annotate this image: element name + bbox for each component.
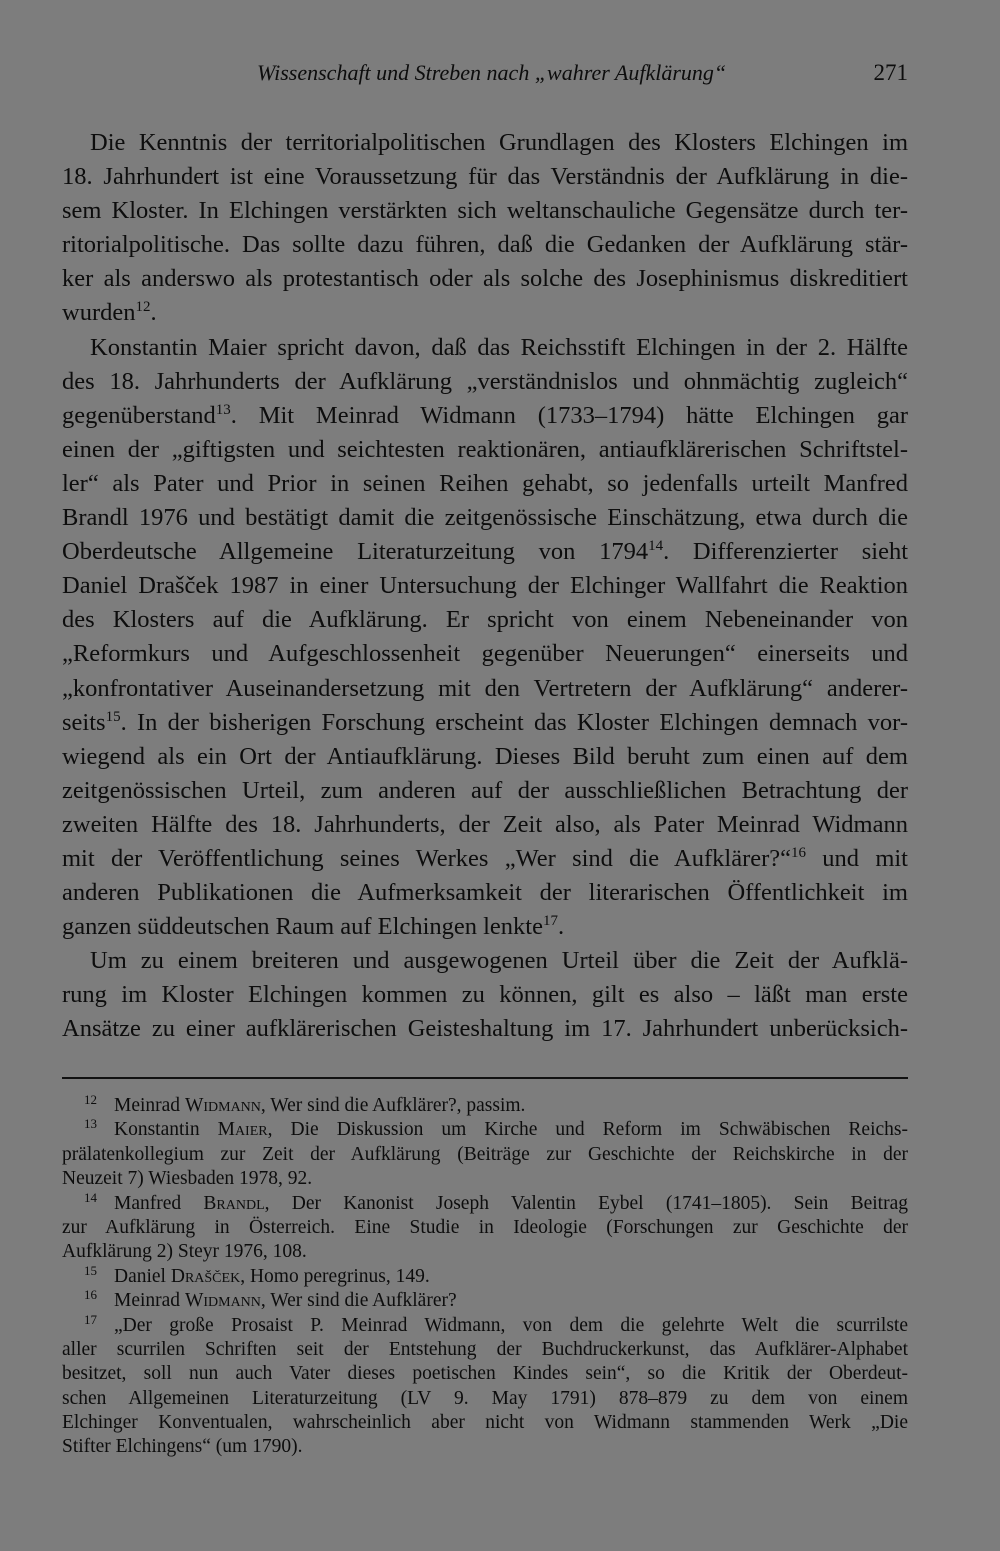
text-line <box>62 535 908 569</box>
footnote-line: aller scurrilen Schriften seit der Entstehung der Buchdruckerkunst, das Aufklärer-Alphabet <box>62 1338 908 1360</box>
footnotes <box>62 1094 908 1460</box>
footnote-line: Neuzeit 7) Wiesbaden 1978, 92. <box>62 1168 313 1190</box>
text-line <box>62 706 908 740</box>
text-line: 18. Jahrhundert ist eine Voraussetzung für das Verständnis der Aufklärung in die- <box>62 163 908 191</box>
author-name: Brandl <box>203 1192 265 1214</box>
text-run: „Der große Prosaist P. Meinrad Widmann, von dem die gelehrte Welt die scurrilste <box>114 1314 908 1336</box>
text-run: Daniel <box>114 1265 171 1287</box>
text-run: , Homo peregrinus, 149. <box>240 1265 430 1287</box>
text-line: anderen Publikationen die Aufmerksamkeit der literarischen Öffentlichkeit im <box>62 879 908 907</box>
author-name: Widmann <box>184 1095 261 1116</box>
footnote-12: 12 Meinrad Widmann, Wer sind die Aufklärer?, passim. <box>84 1092 526 1116</box>
text-run: Manfred <box>114 1192 204 1214</box>
text-run: . <box>558 913 565 941</box>
footnote-line: schen Allgemeinen Literaturzeitung (LV 9. May 1791) 878–879 zu dem von einem <box>62 1387 908 1409</box>
footnote-ref: 14 <box>648 538 664 555</box>
text-run: seits <box>62 708 106 736</box>
text-line <box>62 296 908 330</box>
text-run: . <box>150 299 157 327</box>
footnote-line: prälatenkollegium zur Zeit der Aufklärung (Beiträge zur Geschichte der Reichskirche in der <box>62 1143 908 1165</box>
text-run: Oberdeutsche Allgemeine Literaturzeitung von 1794 <box>62 538 649 566</box>
text-run: Meinrad <box>114 1095 185 1116</box>
text-run: . Differenzierter sieht <box>663 538 908 566</box>
text-run: Meinrad <box>114 1290 185 1312</box>
text-run: , Der Kanonist Joseph Valentin Eybel (1741–1805). Sein Beitrag <box>264 1192 908 1214</box>
text-line: zeitgenössischen Urteil, zum anderen auf der ausschließlichen Betrachtung der <box>62 776 908 804</box>
text-run: mit der Veröffentlichung seines Werkes „Wer sind die Aufklärer?“ <box>62 844 792 872</box>
page-number: 271 <box>873 60 908 85</box>
text-line: „konfrontativer Auseinandersetzung mit den Vertretern der Aufklärung“ anderer- <box>62 674 908 702</box>
text-run: Konstantin <box>114 1119 218 1141</box>
author-name: Drašček <box>170 1265 241 1287</box>
footnote-line: Elchinger Konventualen, wahrscheinlich aber nicht von Widmann stammenden Werk „Die <box>62 1412 908 1434</box>
text-line: Um zu einem breiteren und ausgewogenen Urteil über die Zeit der Aufklä- <box>90 947 908 975</box>
text-line: ritorialpolitische. Das sollte dazu führen, daß die Gedanken der Aufklärung stär- <box>62 231 908 259</box>
footnote-separator <box>62 1077 908 1079</box>
text-run: und mit <box>806 844 908 872</box>
text-line: einen der „giftigsten und seichtesten reaktionären, antiaufklärerischen Schriftstel- <box>62 435 908 463</box>
text-line: des Klosters auf die Aufklärung. Er spricht von einem Nebeneinander von <box>62 606 908 634</box>
running-title: Wissenschaft und Streben nach „wahrer Aufklärung“ <box>257 60 727 85</box>
text-line: Ansätze zu einer aufklärerischen Geisteshaltung im 17. Jahrhundert unberücksich- <box>62 1015 908 1043</box>
footnote-14: 14 Manfred Brandl, Der Kanonist Joseph Valentin Eybel (1741–1805). Sein Beitrag <box>84 1189 908 1214</box>
text-line: Die Kenntnis der territorialpolitischen Grundlagen des Klosters Elchingen im <box>90 129 908 156</box>
text-line <box>62 842 908 876</box>
text-line: ler“ als Pater und Prior in seinen Reihen gehabt, so jedenfalls urteilt Manfred <box>62 469 908 497</box>
text-line: zweiten Hälfte des 18. Jahrhunderts, der Zeit also, als Pater Meinrad Widmann <box>62 810 908 838</box>
footnote-ref: 15 <box>105 708 121 725</box>
text-line: „Reformkurs und Aufgeschlossenheit gegenüber Neuerungen“ einerseits und <box>62 640 908 668</box>
text-run: wurden <box>62 299 136 327</box>
text-run: . In der bisherigen Forschung erscheint das Kloster Elchingen demnach vor- <box>120 708 908 736</box>
footnote-line: zur Aufklärung in Österreich. Eine Studie in Ideologie (Forschungen zur Geschichte der <box>62 1216 908 1238</box>
text-line: sem Kloster. In Elchingen verstärkten sich weltanschauliche Gegensätze durch ter- <box>62 197 908 225</box>
text-run: , Wer sind die Aufklärer? <box>260 1290 457 1312</box>
footnote-ref: 17 <box>543 913 558 930</box>
text-run: gegenüberstand <box>62 401 216 429</box>
text-line: Daniel Drašček 1987 in einer Untersuchung der Elchinger Wallfahrt die Reaktion <box>62 572 908 600</box>
text-line: ker als anderswo als protestantisch oder als solche des Josephinismus diskreditiert <box>62 265 908 293</box>
footnote-15: 15 Daniel Drašček, Homo peregrinus, 149. <box>84 1262 430 1287</box>
text-run: . Mit Meinrad Widmann (1733–1794) hätte Elchingen gar <box>230 401 908 429</box>
author-name: Widmann <box>184 1290 261 1312</box>
footnote-ref: 13 <box>215 401 231 418</box>
text-run: ganzen süddeutschen Raum auf Elchingen lenkte <box>62 913 543 941</box>
footnote-17: 17 „Der große Prosaist P. Meinrad Widmann, von dem die gelehrte Welt die scurrilste <box>84 1311 908 1336</box>
running-header <box>62 60 908 92</box>
main-text <box>62 126 908 1047</box>
text-line: rung im Kloster Elchingen kommen zu können, gilt es also – läßt man erste <box>62 981 908 1009</box>
text-line <box>62 910 908 944</box>
text-line: des 18. Jahrhunderts der Aufklärung „verständnislos und ohnmächtig zugleich“ <box>62 367 908 395</box>
text-run: , Wer sind die Aufklärer?, passim. <box>260 1095 526 1116</box>
footnote-13: 13 Konstantin Maier, Die Diskussion um Kirche und Reform im Schwäbischen Reichs- <box>84 1116 908 1141</box>
text-line <box>62 399 908 433</box>
footnote-line: Stifter Elchingens“ (um 1790). <box>62 1436 303 1458</box>
text-line: wiegend als ein Ort der Antiaufklärung. Dieses Bild beruht zum einen auf dem <box>62 742 908 770</box>
footnote-line: besitzet, soll nun auch Vater dieses poetischen Kindes sein“, so die Kritik der Oberdeut- <box>62 1363 908 1385</box>
footnote-16: 16 Meinrad Widmann, Wer sind die Aufklärer? <box>84 1287 457 1312</box>
footnote-line: Aufklärung 2) Steyr 1976, 108. <box>62 1241 307 1263</box>
text-line: Konstantin Maier spricht davon, daß das Reichsstift Elchingen in der 2. Hälfte <box>90 333 908 361</box>
footnote-ref: 16 <box>791 844 807 861</box>
text-run: , Die Diskussion um Kirche und Reform im Schwäbischen Reichs- <box>267 1119 908 1141</box>
footnote-ref: 12 <box>135 299 151 316</box>
author-name: Maier <box>217 1119 268 1141</box>
text-line: Brandl 1976 und bestätigt damit die zeitgenössische Einschätzung, etwa durch die <box>62 504 908 532</box>
